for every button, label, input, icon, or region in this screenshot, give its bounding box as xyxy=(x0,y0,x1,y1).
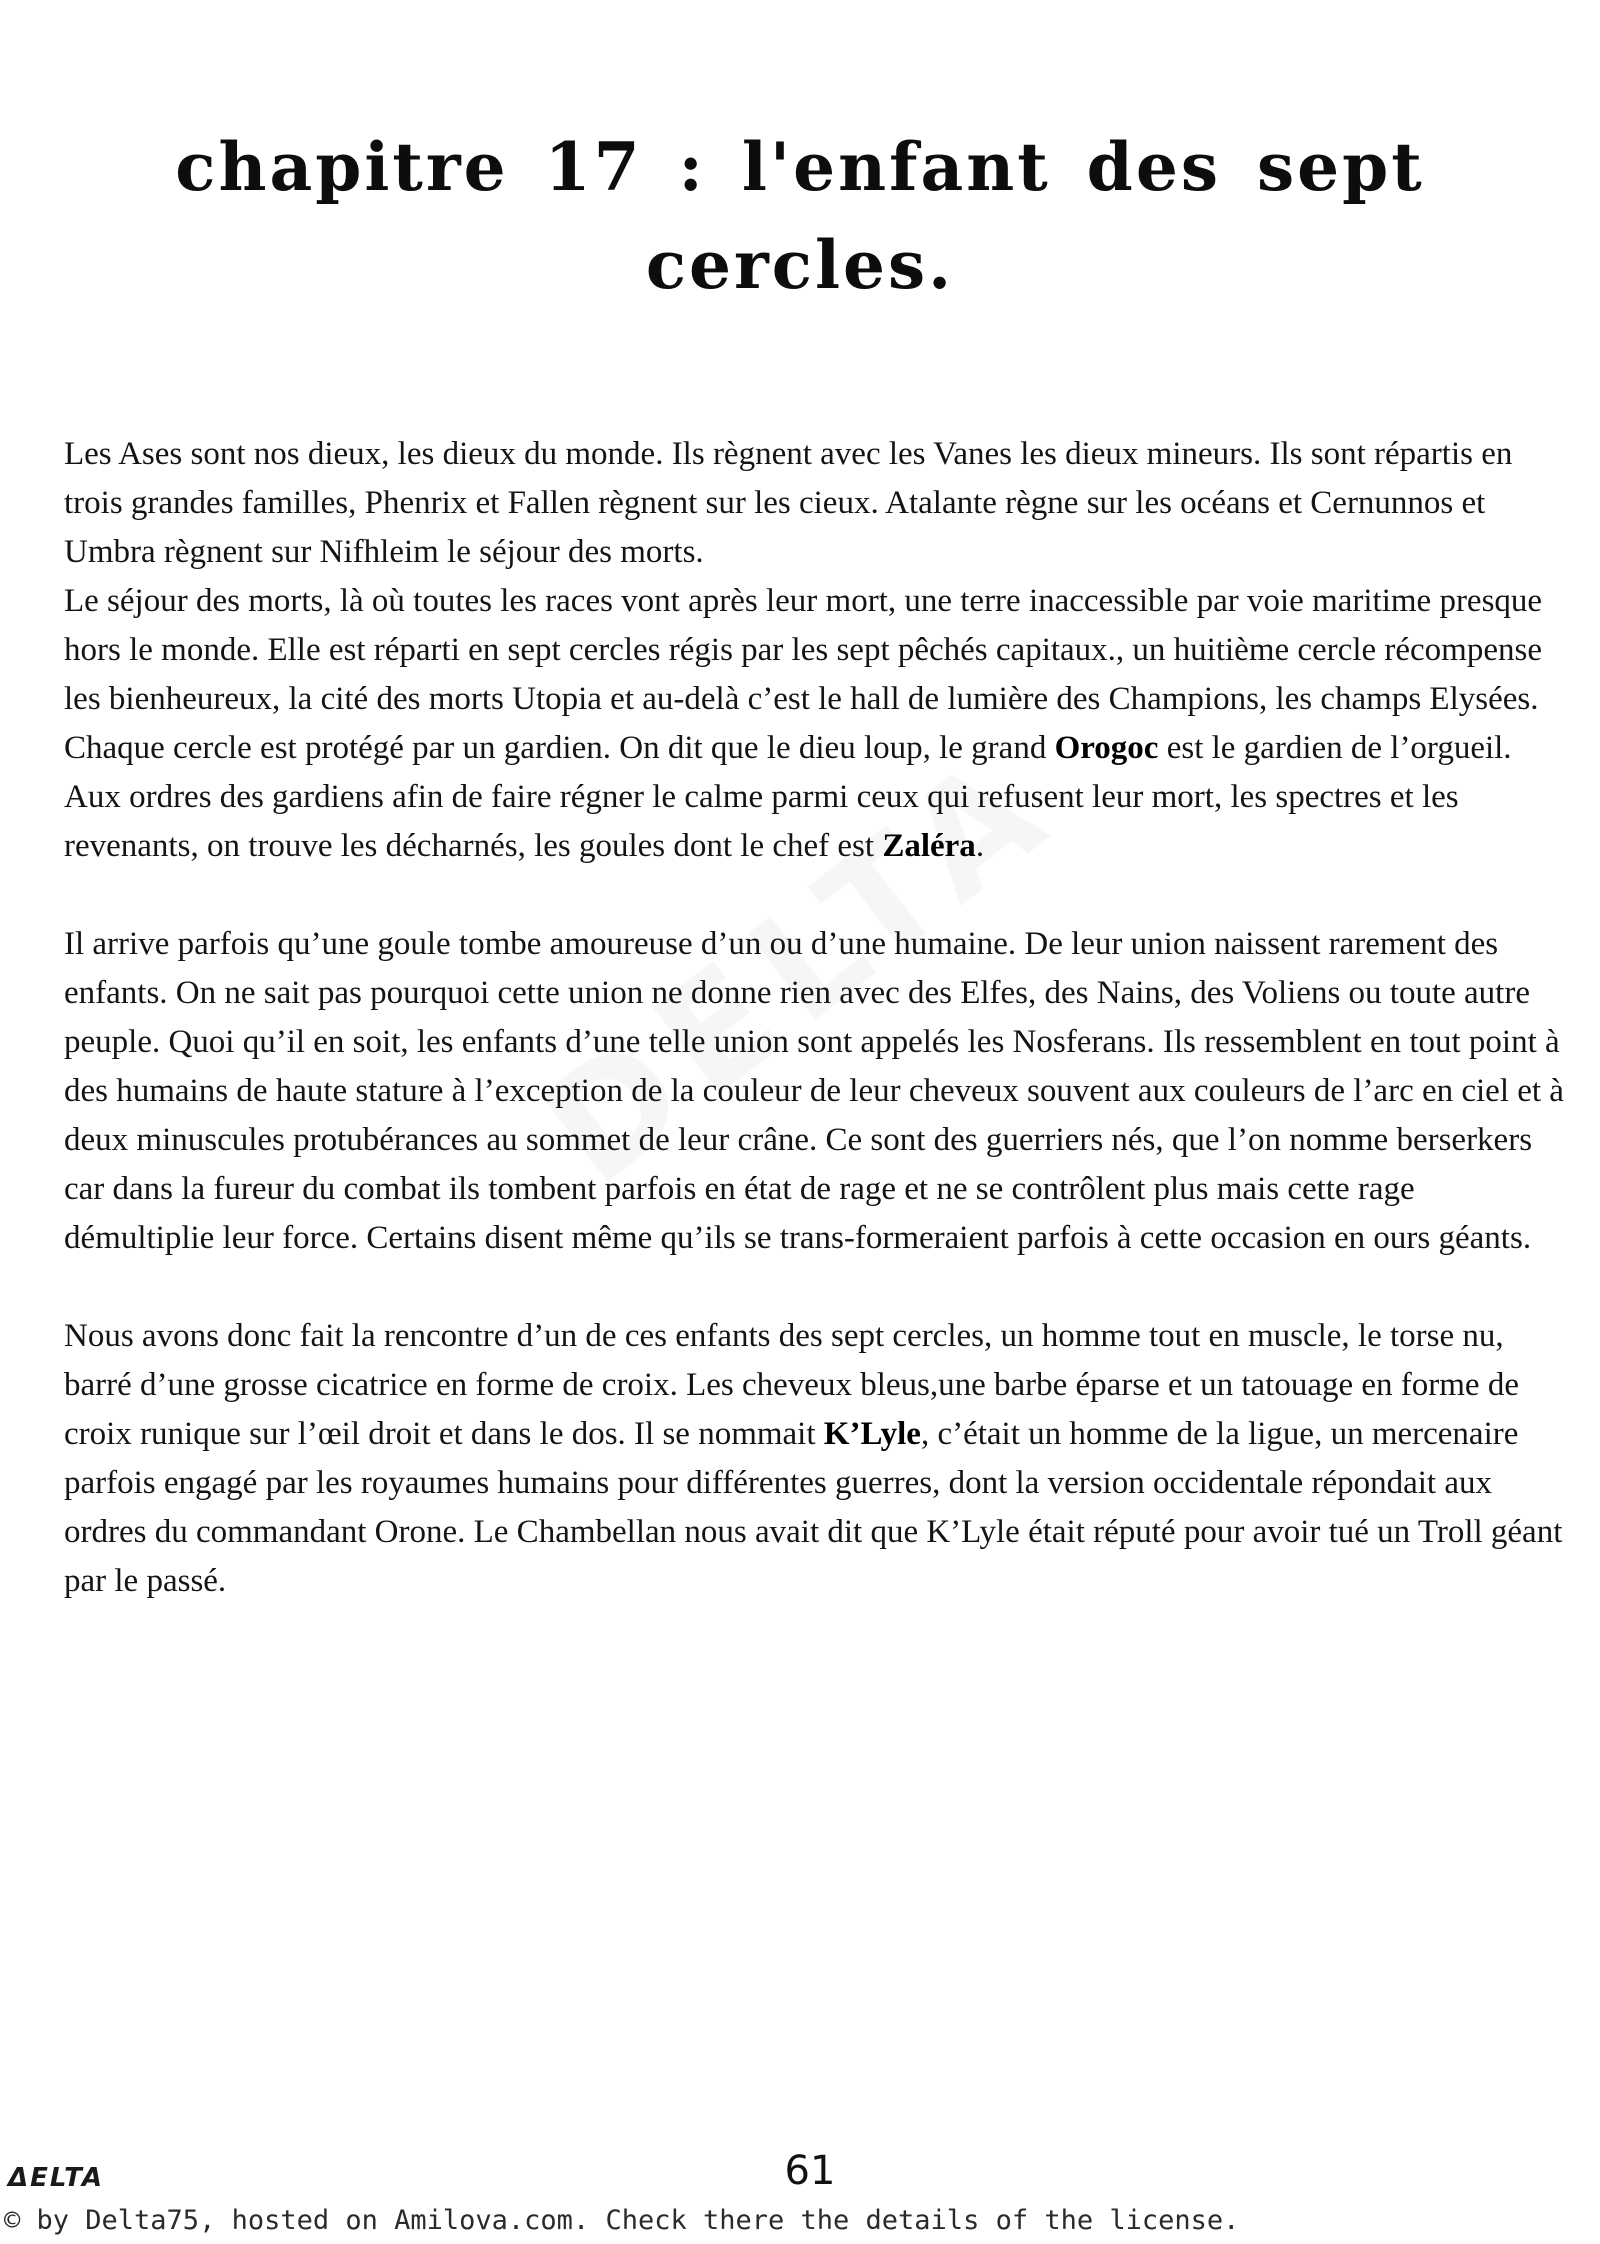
text-segment: Chaque cercle est protégé par un gardien. On dit que le dieu loup, le grand xyxy=(64,730,1055,766)
paragraph-gods: Les Ases sont nos dieux, les dieux du monde. Ils règnent avec les Vanes les dieux mineurs. Ils sont répartis en trois grandes familles, Phenrix et Fallen règnent sur les cieux. Atalante règne sur les océans et Cernunnos et Umbra règnent sur Nifhleim le séjour des morts. xyxy=(64,436,1513,570)
delta-logo: ΔELTA xyxy=(8,2163,104,2193)
paragraph-klyle xyxy=(64,1312,1564,1606)
paragraph-gap xyxy=(64,871,1564,920)
story-text xyxy=(64,430,1564,1606)
page-number: 61 xyxy=(784,2148,836,2194)
paragraph-guardians xyxy=(64,724,1564,773)
paragraph-gap xyxy=(64,1263,1564,1312)
copyright-notice: © by Delta75, hosted on Amilova.com. Check there the details of the license. xyxy=(4,2205,1240,2236)
text-segment: . xyxy=(975,828,985,864)
text-segment: est le gardien de l’orgueil. xyxy=(1158,730,1512,766)
name-klyle: K’Lyle xyxy=(823,1416,921,1452)
text-segment: Aux ordres des gardiens afin de faire régner le calme parmi ceux qui refusent leur mort, les spectres et les revenants, on trouve les décharnés, les goules dont le chef est xyxy=(64,779,1459,864)
paragraph-realm-of-dead: Le séjour des morts, là où toutes les races vont après leur mort, une terre inaccessible par voie maritime presque hors le monde. Elle est réparti en sept cercles régis par les sept pêchés capitaux., un huitième cercle récompense les bienheureux, la cité des morts Utopia et au-delà c’est le hall de lumière des Champions, les champs Elysées. xyxy=(64,583,1543,717)
text-segment: Nous avons donc fait la rencontre d’un de ces enfants des sept cercles, un homme tout en muscle, le torse nu, barré d’une grosse cicatrice en forme de croix. Les cheveux bleus,une barbe éparse et un tatouage en forme de croix runique sur l’œil droit et dans le dos. Il se nommait xyxy=(64,1318,1519,1452)
text-segment: , c’était un homme de la ligue, un mercenaire parfois engagé par les royaumes humains pour différentes guerres, dont la version occidentale répondait aux ordres du commandant Orone. Le Chambellan nous avait dit que K’Lyle était réputé pour avoir tué un Troll géant par le passé. xyxy=(64,1416,1563,1599)
name-zalera: Zaléra xyxy=(882,828,976,864)
name-orogoc: Orogoc xyxy=(1054,730,1159,766)
paragraph-ghouls xyxy=(64,773,1564,871)
chapter-title: chapitre 17 : l'enfant des sept cercles. xyxy=(175,128,1425,304)
paragraph-nosferans: Il arrive parfois qu’une goule tombe amoureuse d’un ou d’une humaine. De leur union naissent rarement des enfants. On ne sait pas pourquoi cette union ne donne rien avec des Elfes, des Nains, des Voliens ou toute autre peuple. Quoi qu’il en soit, les enfants d’une telle union sont appelés les Nosferans. Ils ressemblent en tout point à des humains de haute stature à l’exception de la couleur de leur cheveux souvent aux couleurs de l’arc en ciel et à deux minuscules protubérances au sommet de leur crâne. Ce sont des guerriers nés, que l’on nomme berserkers car dans la fureur du combat ils tombent parfois en état de rage et ne se contrôlent plus mais cette rage démultiplie leur force. Certains disent même qu’ils se trans-formeraient parfois à cette occasion en ours géants. xyxy=(64,926,1564,1256)
